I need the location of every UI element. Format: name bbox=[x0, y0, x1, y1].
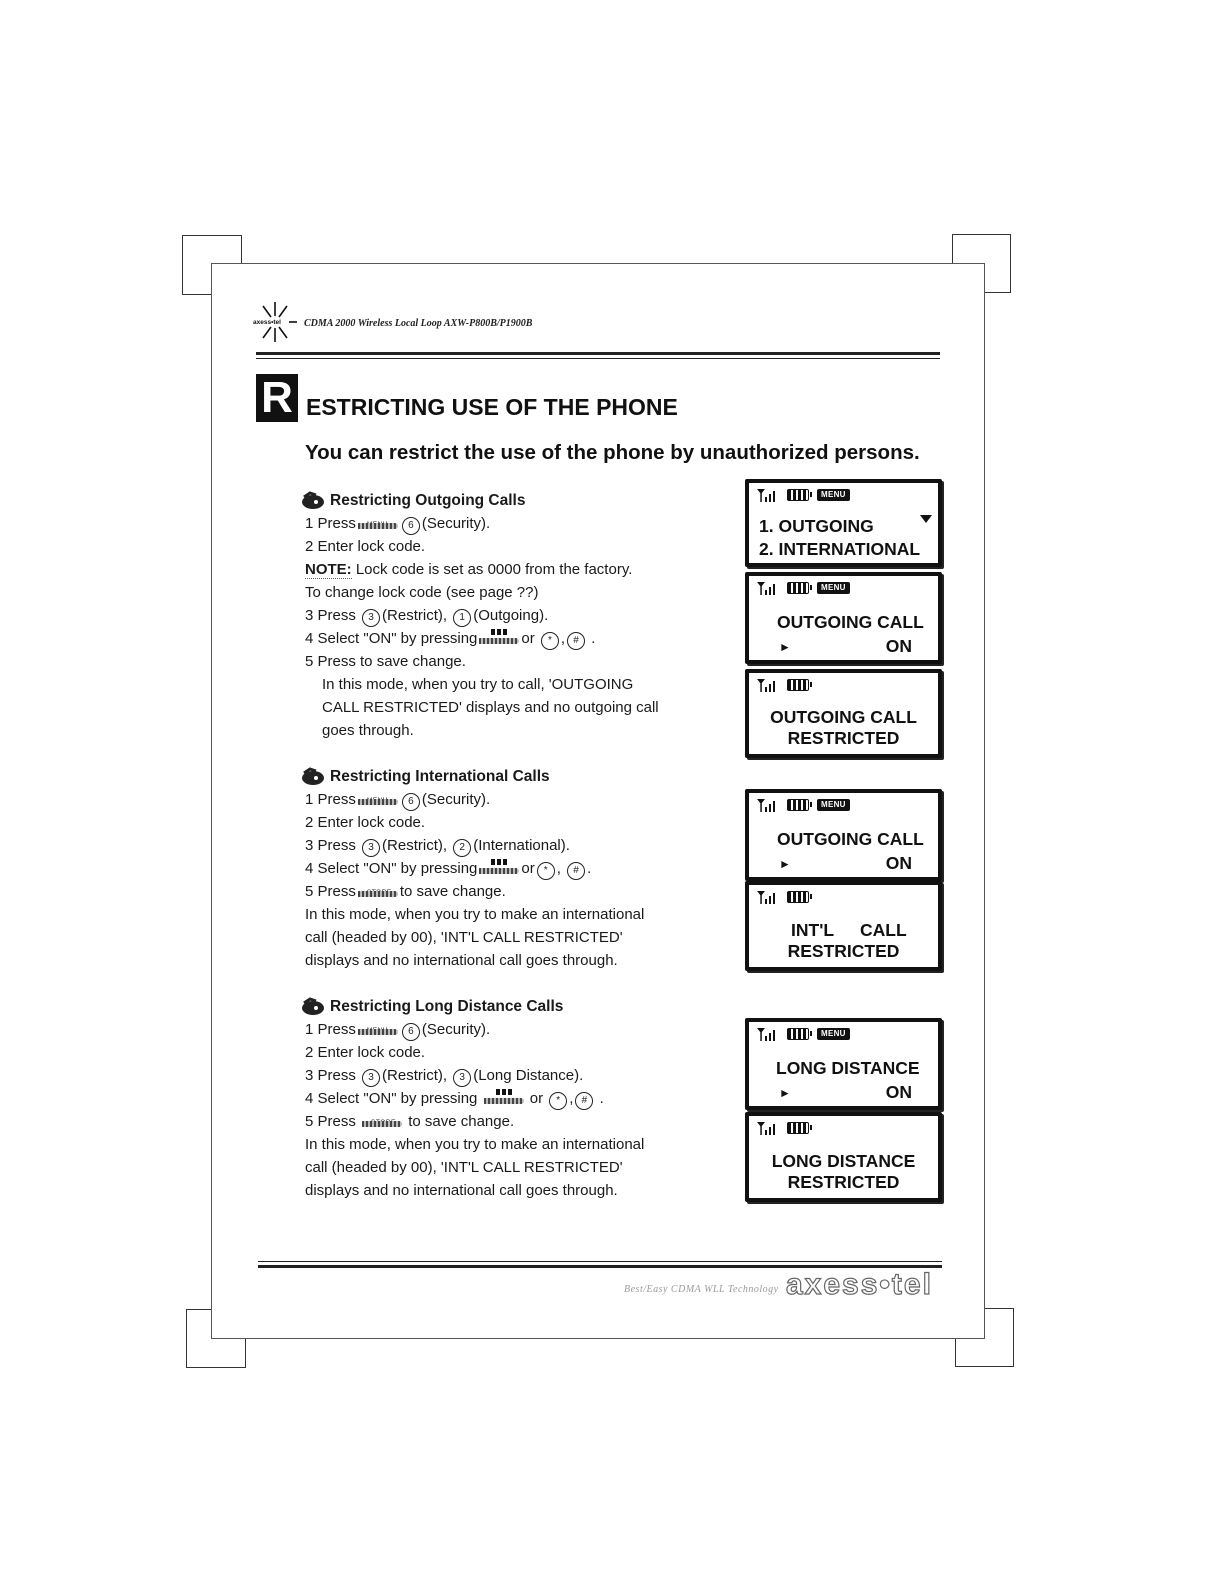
battery-icon bbox=[787, 1122, 809, 1134]
lcd-line-2: ON bbox=[885, 1082, 912, 1102]
section-international-title: Restricting International Calls bbox=[300, 765, 720, 788]
desc-line-2: call (headed by 00), 'INT'L CALL RESTRICTED' bbox=[305, 929, 623, 946]
key-3-icon: 3 bbox=[362, 1069, 380, 1087]
status-bar bbox=[757, 798, 850, 812]
store-key-icon bbox=[362, 1115, 402, 1127]
logo-text: axess•tel bbox=[253, 319, 281, 326]
menu-key-icon bbox=[358, 793, 398, 805]
star-key-icon: * bbox=[541, 632, 559, 650]
lcd-line-2: ON bbox=[885, 853, 912, 873]
status-bar bbox=[757, 890, 809, 904]
lcd-line-1: LONG DISTANCE bbox=[771, 1151, 916, 1171]
lcd-screen-outgoing-on bbox=[745, 572, 942, 664]
heading-initial-box: R bbox=[256, 374, 298, 422]
signal-icon bbox=[757, 1121, 779, 1135]
key-2-icon: 2 bbox=[453, 839, 471, 857]
step-1: 1 Press 6 (Security). bbox=[305, 788, 720, 811]
store-key-icon bbox=[358, 885, 398, 897]
lcd-line-2: 2. INTERNATIONAL bbox=[759, 539, 921, 559]
lcd-line-1: LONG DISTANCE bbox=[776, 1058, 920, 1078]
section-long-distance bbox=[300, 995, 720, 1202]
lcd-line-2: ON bbox=[885, 636, 912, 656]
menu-badge: MENU bbox=[817, 489, 850, 501]
signal-icon bbox=[757, 798, 779, 812]
signal-icon bbox=[757, 678, 779, 692]
menu-badge: MENU bbox=[817, 582, 850, 594]
page-title: ESTRICTING USE OF THE PHONE bbox=[306, 394, 678, 420]
status-bar bbox=[757, 1027, 850, 1041]
step-5: 5 Press to save change. bbox=[305, 653, 466, 670]
section-long-distance-title: Restricting Long Distance Calls bbox=[300, 995, 720, 1018]
key-3-icon: 3 bbox=[453, 1069, 471, 1087]
menu-badge: MENU bbox=[817, 1028, 850, 1040]
step-4: 4 Select "ON" by pressing or * , # . bbox=[305, 1087, 720, 1110]
key-6-icon: 6 bbox=[402, 1023, 420, 1041]
key-3-icon: 3 bbox=[362, 839, 380, 857]
star-key-icon: * bbox=[537, 862, 555, 880]
lcd-line-2: RESTRICTED bbox=[787, 728, 900, 748]
step-5: 5 Press to save change. bbox=[305, 1113, 515, 1130]
signal-icon bbox=[757, 581, 779, 595]
lcd-line-1b: CALL bbox=[860, 920, 907, 940]
nav-key-icon bbox=[484, 1092, 524, 1104]
status-bar bbox=[757, 488, 850, 502]
axesstel-logo-icon bbox=[253, 300, 297, 344]
desc-line-3: displays and no international call goes through. bbox=[305, 952, 618, 969]
signal-icon bbox=[757, 890, 779, 904]
header-title: CDMA 2000 Wireless Local Loop AXW-P800B/P1900B bbox=[304, 318, 533, 329]
hash-key-icon: # bbox=[567, 632, 585, 650]
note-line-2: To change lock code (see page ??) bbox=[305, 584, 539, 601]
step-2: 2 Enter lock code. bbox=[305, 538, 426, 555]
desc-line-1: In this mode, when you try to make an international bbox=[305, 1136, 645, 1153]
lcd-screen-international-restricted bbox=[745, 881, 942, 971]
step-3: 3 Press 3 (Restrict), 2 (International). bbox=[305, 834, 720, 857]
lcd-line-1: OUTGOING CALL bbox=[777, 829, 924, 849]
footer-brand-logo: axess•tel bbox=[786, 1268, 933, 1301]
section-outgoing-title: Restricting Outgoing Calls bbox=[300, 489, 720, 512]
battery-icon bbox=[787, 1028, 809, 1040]
step-4: 4 Select "ON" by pressing or * , # . bbox=[305, 627, 720, 650]
menu-key-icon bbox=[358, 517, 398, 529]
nav-key-icon bbox=[479, 632, 519, 644]
step-2: 2 Enter lock code. bbox=[305, 814, 426, 831]
key-6-icon: 6 bbox=[402, 793, 420, 811]
desc-line-1: In this mode, when you try to make an international bbox=[305, 906, 645, 923]
star-key-icon: * bbox=[549, 1092, 567, 1110]
selector-arrow-icon: ► bbox=[779, 857, 791, 871]
footer-rule-thin bbox=[258, 1261, 942, 1262]
lcd-screen-international-on bbox=[745, 789, 942, 881]
lcd-screen-long-distance-restricted bbox=[745, 1112, 942, 1202]
header-rule-thick bbox=[256, 352, 940, 355]
page-subtitle: You can restrict the use of the phone by unauthorized persons. bbox=[305, 441, 920, 464]
battery-icon bbox=[787, 489, 809, 501]
lcd-line-2: RESTRICTED bbox=[787, 941, 900, 961]
battery-icon bbox=[787, 582, 809, 594]
hash-key-icon: # bbox=[567, 862, 585, 880]
lcd-screen-long-distance-on bbox=[745, 1018, 942, 1110]
lcd-line-2: RESTRICTED bbox=[787, 1172, 900, 1192]
section-international bbox=[300, 765, 720, 972]
signal-icon bbox=[757, 488, 779, 502]
step-3: 3 Press 3 (Restrict), 1 (Outgoing). bbox=[305, 604, 720, 627]
phone-hand-icon bbox=[300, 491, 326, 511]
lcd-line-1a: INT'L bbox=[791, 920, 835, 940]
menu-badge: MENU bbox=[817, 799, 850, 811]
section-outgoing bbox=[300, 489, 720, 742]
signal-icon bbox=[757, 1027, 779, 1041]
key-6-icon: 6 bbox=[402, 517, 420, 535]
battery-icon bbox=[787, 891, 809, 903]
step-1: 1 Press 6 (Security). bbox=[305, 1018, 720, 1041]
desc-line-3: displays and no international call goes through. bbox=[305, 1182, 618, 1199]
menu-key-icon bbox=[358, 1023, 398, 1035]
desc-line-2: call (headed by 00), 'INT'L CALL RESTRICTED' bbox=[305, 1159, 623, 1176]
desc-line-2: CALL RESTRICTED' displays and no outgoing call bbox=[322, 699, 659, 716]
key-1-icon: 1 bbox=[453, 609, 471, 627]
step-5: 5 Press to save change. bbox=[305, 883, 506, 900]
key-3-icon: 3 bbox=[362, 609, 380, 627]
status-bar bbox=[757, 581, 850, 595]
step-4: 4 Select "ON" by pressing or * , # . bbox=[305, 857, 720, 880]
status-bar bbox=[757, 1121, 809, 1135]
note-line: NOTE: Lock code is set as 0000 from the factory. bbox=[305, 561, 633, 578]
phone-hand-icon bbox=[300, 997, 326, 1017]
header-rule-thin bbox=[256, 358, 940, 359]
status-bar bbox=[757, 678, 809, 692]
step-3: 3 Press 3 (Restrict), 3 (Long Distance). bbox=[305, 1064, 720, 1087]
nav-key-icon bbox=[479, 862, 519, 874]
footer-tagline: Best/Easy CDMA WLL Technology bbox=[624, 1284, 779, 1295]
step-1: 1 Press 6 (Security). bbox=[305, 512, 720, 535]
lcd-line-1: OUTGOING CALL bbox=[777, 612, 924, 632]
battery-icon bbox=[787, 799, 809, 811]
hash-key-icon: # bbox=[575, 1092, 593, 1110]
scroll-down-icon bbox=[920, 515, 932, 523]
step-2: 2 Enter lock code. bbox=[305, 1044, 426, 1061]
lcd-line-1: OUTGOING CALL bbox=[770, 707, 917, 727]
lcd-line-1: 1. OUTGOING bbox=[759, 516, 874, 536]
desc-line-3: goes through. bbox=[322, 722, 414, 739]
lcd-screen-outgoing-restricted bbox=[745, 669, 942, 758]
selector-arrow-icon: ► bbox=[779, 640, 791, 654]
selector-arrow-icon: ► bbox=[779, 1086, 791, 1100]
lcd-screen-outgoing-menu bbox=[745, 479, 942, 567]
phone-hand-icon bbox=[300, 767, 326, 787]
battery-icon bbox=[787, 679, 809, 691]
desc-line-1: In this mode, when you try to call, 'OUTGOING bbox=[322, 676, 634, 693]
